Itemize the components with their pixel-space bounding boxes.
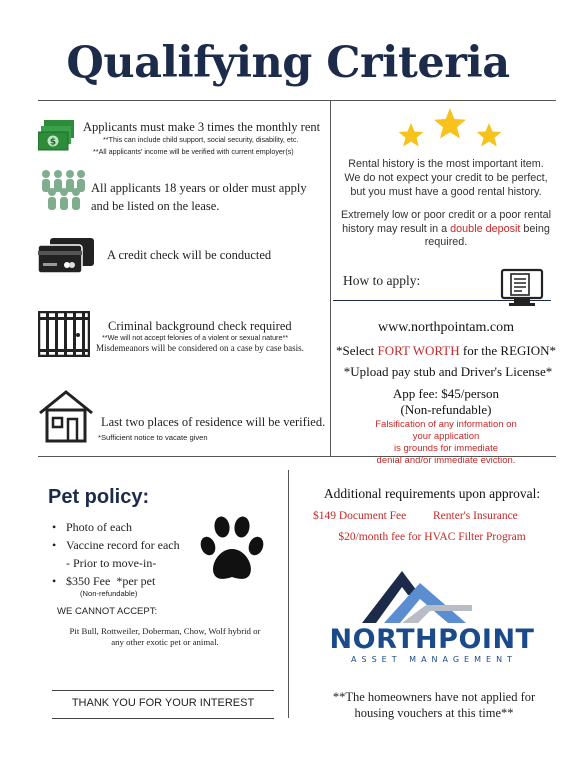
website-link[interactable]: www.northpointam.com [378,320,514,335]
logo-subtitle: ASSET MANAGEMENT [351,655,517,664]
rental-history-line-1: Rental history is the most important item. [348,158,544,170]
renters-insurance-text: Renter's Insurance [433,510,518,522]
breeds-line-1: Pit Bull, Rottweiler, Doberman, Chow, Wolf hybrid or [69,626,261,636]
group-people-icon [38,168,86,212]
pet-item-prior-move-in: - Prior to move-in- [66,556,157,570]
credit-card-icon [38,238,96,274]
logo-wordmark: NORTHPOINT [329,624,535,655]
voucher-line-1: **The homeowners have not applied for [332,690,536,704]
house-icon [38,389,94,443]
rental-history-line-4: Extremely low or poor credit or a poor rental [340,209,552,221]
falsification-line-1: Falsification of any information on [375,419,517,430]
thanks-top-line [52,690,274,691]
pet-policy-title: Pet policy: [48,486,150,508]
pet-item-vaccine: • Vaccine record for each [52,538,180,552]
voucher-line-2: housing vouchers at this time** [354,706,514,720]
breeds-line-2: any other exotic pet or animal. [111,637,219,647]
falsification-line-2: your application [412,431,480,442]
residence-text: Last two places of residence will be verified. [101,415,326,429]
rental-history-line-2: We do not expect your credit to be perfect, [344,172,548,184]
money-icon [38,118,76,152]
applicants-line-1: All applicants 18 years or older must apply [91,181,307,195]
page-title: Qualifying Criteria [66,38,510,88]
income-note-1: **This can include child support, social security, disability, etc. [103,135,299,144]
credit-check-text: A credit check will be conducted [107,248,272,262]
top-vertical-divider [330,100,331,456]
thank-you-text: THANK YOU FOR YOUR INTEREST [71,697,255,709]
income-requirement: Applicants must make 3 times the monthly rent [83,120,321,134]
criminal-note-1: **We will not accept felonies of a violent or sexual nature** [102,333,289,342]
top-divider [38,100,556,101]
rental-history-line-5: history may result in a double deposit being [342,223,550,235]
pet-item-fee: • $350 Fee *per pet [52,574,156,588]
rental-history-line-3: but you must have a good rental history. [350,186,542,198]
criminal-check-text: Criminal background check required [108,319,292,333]
hvac-fee-text: $20/month fee for HVAC Filter Program [338,531,526,543]
cannot-accept-heading: WE CANNOT ACCEPT: [57,606,158,617]
pet-fee-note: (Non-refundable) [80,589,138,598]
computer-form-icon [500,268,544,308]
applicants-line-2: and be listed on the lease. [91,199,220,213]
falsification-line-3: is grounds for immediate [393,443,499,454]
select-region-text: *Select FORT WORTH for the REGION* [335,343,557,358]
residence-note: *Sufficient notice to vacate given [98,433,208,442]
bottom-vertical-divider [288,470,289,718]
jail-bars-icon [38,311,90,357]
criminal-note-2: Misdemeanors will be considered on a case by case basis. [96,343,304,353]
thanks-bottom-line [52,718,274,719]
double-deposit-text: double deposit [450,223,521,235]
upload-text: *Upload pay stub and Driver's License* [343,364,553,379]
three-stars-icon [395,106,505,152]
fort-worth-text: FORT WORTH [377,343,460,358]
document-fee-text: $149 Document Fee [313,510,407,522]
non-refundable-text: (Non-refundable) [400,402,492,417]
app-fee-text: App fee: $45/person [392,386,500,401]
northpoint-logo-mark [362,565,472,623]
additional-requirements-title: Additional requirements upon approval: [323,486,541,501]
how-to-apply-heading: How to apply: [343,273,421,288]
pet-item-photo: • Photo of each [52,520,132,534]
falsification-line-4: denial and/or immediate eviction. [376,455,516,466]
rental-history-line-6: required. [424,236,468,248]
paw-print-icon [197,515,267,585]
svg-text:$: $ [49,137,57,148]
income-note-2: **All applicants' income will be verified with current employer(s) [93,147,294,156]
